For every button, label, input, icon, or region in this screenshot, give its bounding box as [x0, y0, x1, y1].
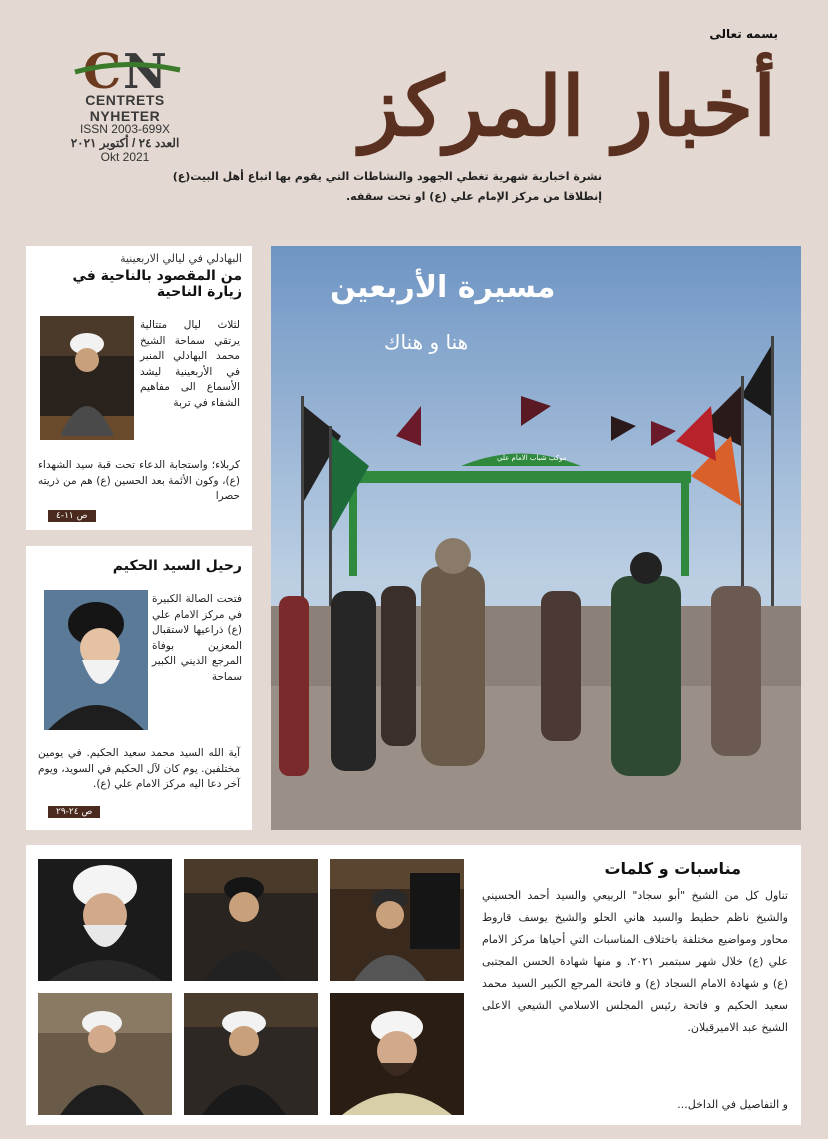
speaker-photo-2 [184, 859, 318, 981]
issue-info [60, 122, 190, 164]
article-title: من المقصود بالناحية في زيارة الناحية [72, 268, 242, 300]
speaker-photo-5 [184, 993, 318, 1115]
article-title: رحيل السيد الحكيم [112, 558, 242, 574]
issue-date: Okt 2021 [100, 150, 150, 164]
page-ref-badge[interactable]: ص ١١-٤ [48, 510, 96, 522]
logo-letter-n: N [123, 44, 167, 94]
article-title: مناسبات و كلمات [604, 859, 741, 878]
gate-sign: موكب شباب الامام علي [497, 454, 567, 462]
article-body-side: فتحت الصالة الكبيرة في مركز الامام علي (ع) ذراعيها لاستقبال المعزين بوفاة المرجع الديني الكبير سماحة [152, 593, 242, 683]
page-ref-badge[interactable]: ص ٢٤-٢٩ [48, 806, 100, 818]
article-kicker: البهادلي في ليالي الاربعينية [120, 252, 242, 265]
issue-number: العدد ٢٤ / أكتوبر ٢٠٢١ [70, 136, 180, 150]
article-card-hakim[interactable] [26, 546, 252, 830]
masthead-title: أخبار المركز [359, 59, 776, 155]
article-body-side: لثلاث ليال متتالية يرتقي سماحة الشيخ محمد البهادلي المنبر في الأربعينية ليشد الأسماع الى مفاهيم الشفاء في تربة [140, 319, 240, 409]
logo-letter-c: C [83, 44, 122, 94]
logo [50, 44, 200, 124]
sayyid-hakim-photo [44, 590, 148, 730]
article-card-nahiya[interactable] [26, 246, 252, 530]
article-body: آية الله السيد محمد سعيد الحكيم. في يومين مختلفين. يوم كان لآل الحكيم في السويد، ويوم آخر دعا اليه مركز الامام علي (ع). [38, 747, 240, 790]
hero-subtitle: هنا و هناك [384, 330, 469, 354]
bismillah-text: بسمه تعالى [709, 27, 778, 41]
tagline-2: إنطلاقا من مركز الإمام علي (ع) او تحت سقفه. [345, 190, 602, 203]
logo-wordmark: CENTRETS NYHETER [85, 92, 165, 124]
speaker-photo-1 [38, 859, 172, 981]
article-card-occasions[interactable] [26, 845, 801, 1125]
article-footer: و التفاصيل في الداخل... [677, 1098, 788, 1111]
tagline-1: نشرة اخبارية شهرية تغطي الجهود والنشاطات التي يقوم بها اتباع أهل البيت(ع) [172, 170, 602, 183]
logo-mark [65, 44, 185, 94]
speaker-photo-6 [330, 993, 464, 1115]
speaker-photo-3 [330, 859, 464, 981]
hero-arbaeen-photo[interactable] [271, 246, 801, 830]
sheikh-bahadli-photo [40, 316, 134, 440]
article-body: كربلاء؛ واستجابة الدعاء تحت قبة سيد الشهداء (ع)، وكون الأئمة بعد الحسين (ع) هم من ذريته حصرا [38, 459, 240, 502]
speaker-photo-4 [38, 993, 172, 1115]
hero-title: مسيرة الأربعين [330, 270, 556, 305]
article-body: تناول كل من الشيخ "أبو سجاد" الربيعي والسيد أحمد الحسيني والشيخ ناظم حطيط والسيد هاني الحلو والشيخ يوسف قاروط محاور ومواضيع مختلفة باختلاف المناسبات التي أحياها مركز الامام علي (ع) خلال شهر سبتمبر ٢٠٢١. و منها شهادة الحسن المجتبى (ع) و شهادة الامام السجاد (ع) و فاتحة المرجع الكبير السيد محمد سعيد الحكيم و فاتحة رئيس المجلس الاسلامي الشيعي الاعلى الشيخ عبد الاميرقبلان. [482, 889, 788, 1034]
issn: ISSN 2003-699X [79, 122, 171, 136]
